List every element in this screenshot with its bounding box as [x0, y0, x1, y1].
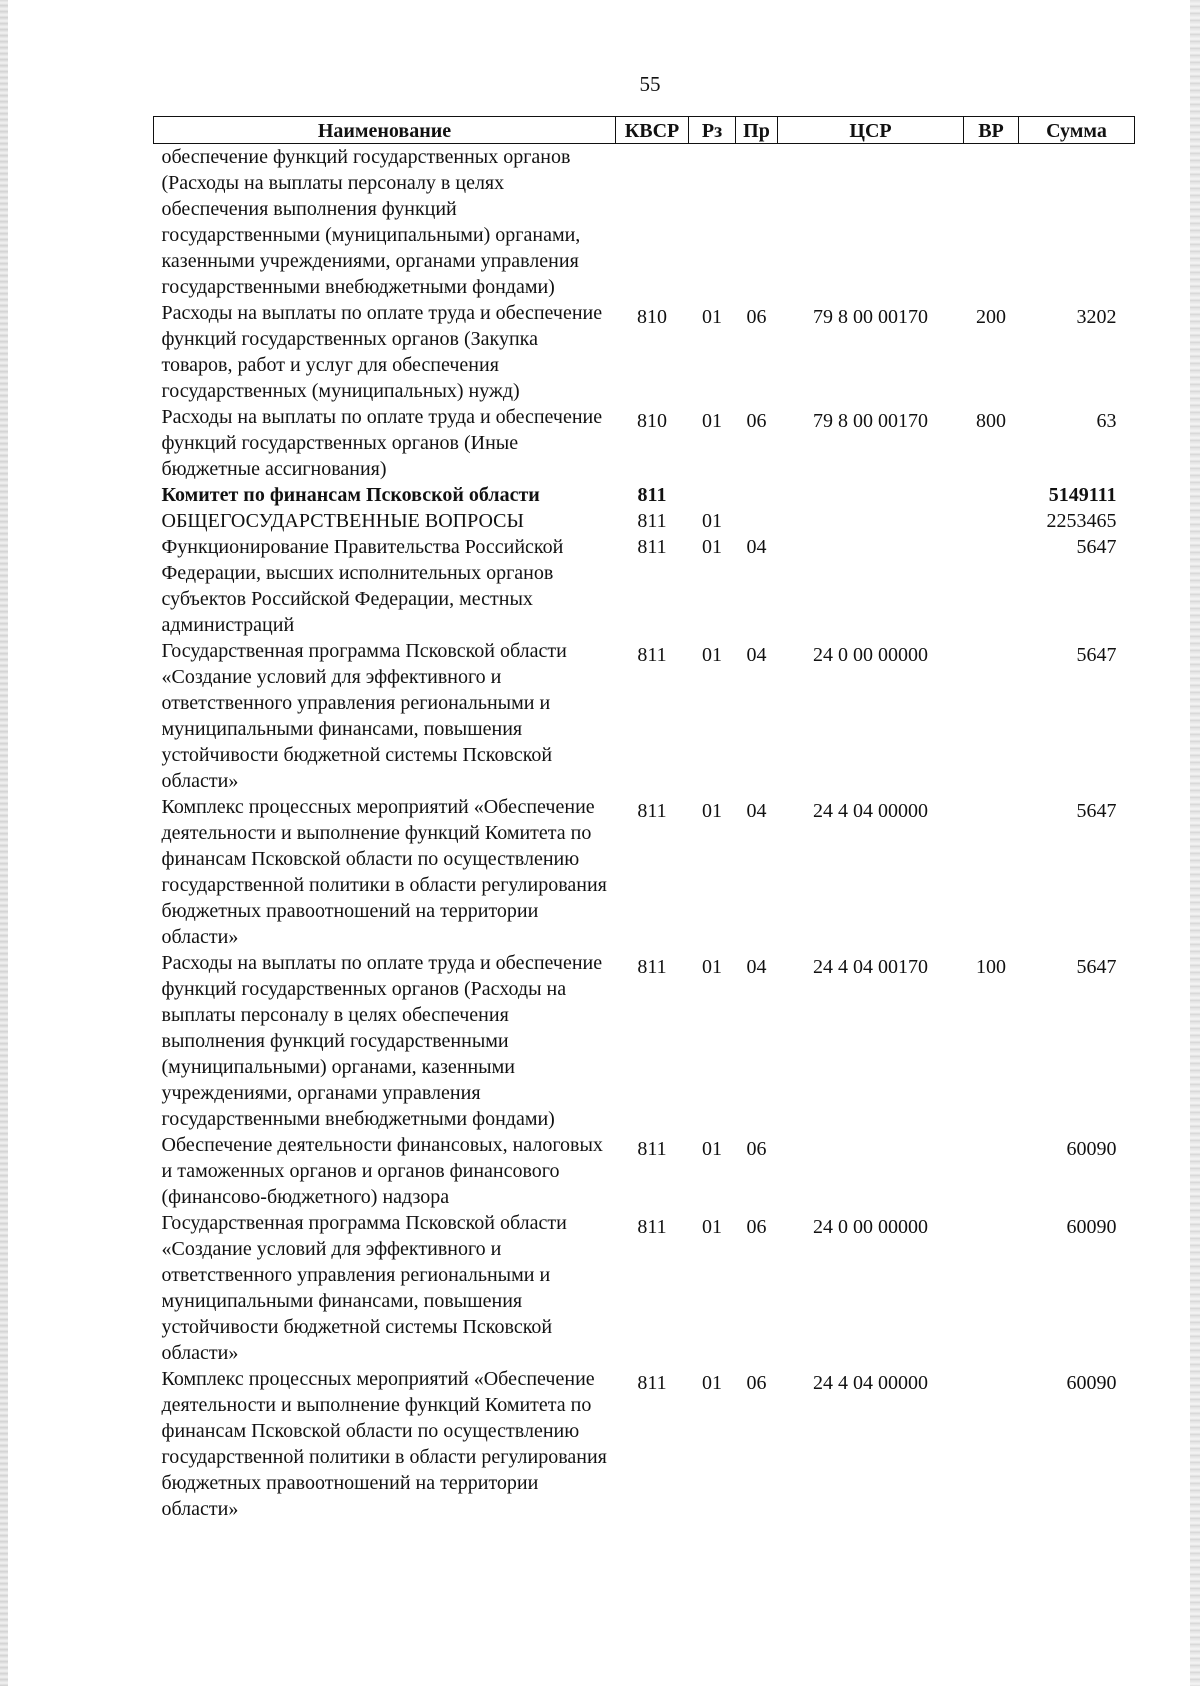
row-csr — [778, 1132, 964, 1210]
row-kvsr: 811 — [637, 1138, 667, 1160]
row-vr: 200 — [976, 306, 1006, 328]
row-pr: 04 — [746, 536, 767, 558]
row-kvsr: 810 — [637, 410, 667, 432]
row-name: Комплекс процессных мероприятий «Обеспечение деятельности и выполнение функций Комитета по финансам Псковской области по осуществлению государственной политики в области регулирования бюджетных правоотношений на территории области» — [161, 1368, 607, 1520]
header-rz: Рз — [689, 117, 736, 144]
row-csr — [778, 482, 964, 508]
row-pr: 06 — [746, 410, 767, 432]
row-pr: 06 — [746, 1372, 767, 1394]
row-csr — [778, 144, 964, 301]
row-rz: 01 — [702, 536, 722, 558]
row-sum: 5149111 — [1048, 484, 1117, 506]
row-csr — [778, 534, 964, 638]
row-name: Расходы на выплаты по оплате труда и обеспечение функций государственных органов (Закупка товаров, работ и услуг для обеспечения государственных (муниципальных) нужд) — [161, 302, 603, 402]
table-row — [154, 404, 1135, 482]
row-kvsr: 811 — [637, 956, 667, 978]
row-pr: 04 — [746, 800, 767, 822]
row-pr — [736, 144, 778, 301]
row-sum: 2253465 — [1046, 510, 1117, 532]
row-rz: 01 — [702, 410, 722, 432]
row-vr — [964, 534, 1019, 638]
row-rz — [689, 144, 736, 301]
row-name: Комитет по финансам Псковской области — [161, 484, 540, 506]
row-rz: 01 — [702, 1216, 722, 1238]
row-pr: 06 — [746, 306, 767, 328]
row-name: Расходы на выплаты по оплате труда и обеспечение функций государственных органов (Иные бюджетные ассигнования) — [161, 406, 603, 480]
row-name: Государственная программа Псковской области «Создание условий для эффективного и ответственного управления региональными и муниципальными финансами, повышения устойчивости бюджетной системы Псковской области» — [161, 640, 567, 792]
row-vr: 100 — [976, 956, 1006, 978]
row-pr — [736, 508, 778, 534]
row-rz: 01 — [702, 800, 722, 822]
table-row — [154, 1366, 1135, 1522]
row-name: Обеспечение деятельности финансовых, налоговых и таможенных органов и органов финансового (финансово-бюджетного) надзора — [161, 1134, 603, 1208]
row-sum: 5647 — [1076, 644, 1117, 666]
table-row — [154, 1132, 1135, 1210]
row-name: ОБЩЕГОСУДАРСТВЕННЫЕ ВОПРОСЫ — [161, 510, 524, 532]
row-kvsr: 811 — [637, 510, 667, 532]
row-csr: 79 8 00 00170 — [813, 306, 928, 328]
row-csr: 24 4 04 00000 — [813, 800, 928, 822]
row-kvsr: 810 — [637, 306, 667, 328]
table-row — [154, 1210, 1135, 1366]
row-vr — [964, 1366, 1019, 1522]
row-kvsr: 811 — [637, 800, 667, 822]
row-kvsr: 811 — [637, 1216, 667, 1238]
row-sum: 60090 — [1066, 1372, 1117, 1394]
row-name: обеспечение функций государственных органов (Расходы на выплаты персоналу в целях обеспечения выполнения функций государственными (муниципальными) органами, казенными учреждениями, органами управления государственными внебюджетными фондами) — [161, 146, 581, 298]
row-sum: 60090 — [1066, 1138, 1117, 1160]
row-sum: 63 — [1096, 410, 1117, 432]
row-rz: 01 — [702, 644, 722, 666]
row-rz — [689, 482, 736, 508]
row-rz: 01 — [702, 510, 722, 532]
row-sum: 5647 — [1076, 800, 1117, 822]
table-row — [154, 950, 1135, 1132]
row-sum: 60090 — [1066, 1216, 1117, 1238]
scan-edge-right — [1190, 0, 1200, 1686]
row-vr: 800 — [976, 410, 1006, 432]
header-csr: ЦСР — [778, 117, 964, 144]
row-vr — [964, 482, 1019, 508]
scan-edge-left — [0, 0, 8, 1686]
row-name: Функционирование Правительства Российской Федерации, высших исполнительных органов субъектов Российской Федерации, местных администраций — [161, 536, 564, 636]
table-row — [154, 534, 1135, 638]
row-pr: 04 — [746, 644, 767, 666]
row-vr — [964, 1210, 1019, 1366]
row-vr — [964, 638, 1019, 794]
row-csr: 24 0 00 00000 — [813, 1216, 928, 1238]
row-csr — [778, 508, 964, 534]
table-row — [154, 638, 1135, 794]
table-header-row — [154, 117, 1135, 144]
header-name: Наименование — [154, 117, 616, 144]
row-kvsr: 811 — [637, 644, 667, 666]
row-name: Комплекс процессных мероприятий «Обеспечение деятельности и выполнение функций Комитета по финансам Псковской области по осуществлению государственной политики в области регулирования бюджетных правоотношений на территории области» — [161, 796, 607, 948]
table-row — [154, 794, 1135, 950]
row-kvsr: 811 — [637, 484, 667, 506]
row-rz: 01 — [702, 306, 722, 328]
table-row — [154, 144, 1135, 301]
row-vr — [964, 794, 1019, 950]
budget-table — [153, 116, 1135, 1522]
row-kvsr: 811 — [637, 536, 667, 558]
header-pr: Пр — [736, 117, 778, 144]
header-kvsr: КВСР — [616, 117, 689, 144]
row-sum: 5647 — [1076, 956, 1117, 978]
row-pr: 06 — [746, 1138, 767, 1160]
table-row — [154, 300, 1135, 404]
row-pr: 06 — [746, 1216, 767, 1238]
row-sum: 3202 — [1076, 306, 1117, 328]
row-csr: 24 0 00 00000 — [813, 644, 928, 666]
row-csr: 79 8 00 00170 — [813, 410, 928, 432]
row-kvsr: 811 — [637, 1372, 667, 1394]
table-row — [154, 482, 1135, 508]
row-pr — [736, 482, 778, 508]
row-pr: 04 — [746, 956, 767, 978]
row-csr: 24 4 04 00170 — [813, 956, 928, 978]
row-name: Расходы на выплаты по оплате труда и обеспечение функций государственных органов (Расходы на выплаты персоналу в целях обеспечения выполнения функций государственными (муниципальными) органами, казенными учреждениями, органами управления государственными внебюджетными фондами) — [161, 952, 603, 1130]
table-row — [154, 508, 1135, 534]
page-number: 55 — [639, 72, 661, 96]
row-vr — [964, 1132, 1019, 1210]
row-csr: 24 4 04 00000 — [813, 1372, 928, 1394]
header-sum: Сумма — [1019, 117, 1135, 144]
row-kvsr — [616, 144, 689, 301]
row-rz: 01 — [702, 1372, 722, 1394]
row-rz: 01 — [702, 1138, 722, 1160]
row-sum: 5647 — [1076, 536, 1117, 558]
row-rz: 01 — [702, 956, 722, 978]
header-vr: ВР — [964, 117, 1019, 144]
row-sum — [1019, 144, 1135, 301]
row-vr — [964, 508, 1019, 534]
row-vr — [964, 144, 1019, 301]
row-name: Государственная программа Псковской области «Создание условий для эффективного и ответственного управления региональными и муниципальными финансами, повышения устойчивости бюджетной системы Псковской области» — [161, 1212, 567, 1364]
